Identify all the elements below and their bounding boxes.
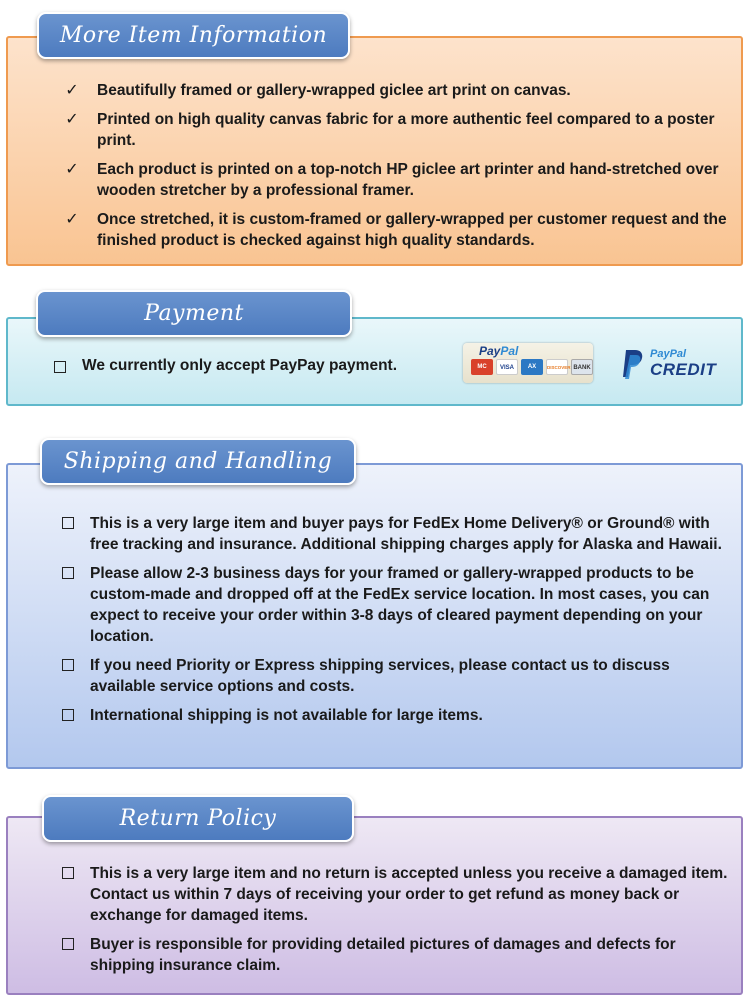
- return-policy-list: [60, 863, 730, 984]
- list-item: Please allow 2-3 business days for your framed or gallery-wrapped products to be custom-made and dropped off at the FedEx service location. In most cases, you can expect to receive your order within 3-8 days of cleared payment depending on your location.: [60, 563, 730, 647]
- return-policy-panel: [6, 816, 743, 995]
- visa-icon: VISA: [496, 359, 518, 375]
- shipping-list: [60, 513, 730, 734]
- checkmark-icon: ✓: [65, 211, 79, 228]
- payment-heading: Payment: [36, 290, 352, 337]
- list-item: ✓ Printed on high quality canvas fabric for a more authentic feel compared to a poster print.: [63, 109, 733, 151]
- payment-item: We currently only accept PayPay payment.: [52, 357, 397, 375]
- list-item: If you need Priority or Express shipping services, please contact us to discuss available service options and costs.: [60, 655, 730, 697]
- paypal-credit-logo: PayPal CREDIT: [622, 346, 717, 386]
- list-item: ✓ Beautifully framed or gallery-wrapped giclee art print on canvas.: [63, 80, 733, 101]
- checkmark-icon: ✓: [65, 111, 79, 128]
- checkmark-icon: ✓: [65, 161, 79, 178]
- checkbox-bullet-icon: [62, 938, 74, 950]
- paypal-p-icon: [622, 348, 644, 380]
- mastercard-icon: MC: [471, 359, 493, 375]
- shipping-heading: Shipping and Handling: [40, 438, 356, 485]
- checkbox-bullet-icon: [62, 867, 74, 879]
- checkbox-bullet-icon: [62, 517, 74, 529]
- discover-icon: DISCOVER: [546, 359, 568, 375]
- list-item: This is a very large item and no return is accepted unless you receive a damaged item. Contact us within 7 days of receiving your order to get refund as money back or exchange for damaged items.: [60, 863, 730, 926]
- item-info-heading: More Item Information: [37, 12, 350, 59]
- checkbox-bullet-icon: [54, 361, 66, 373]
- item-info-panel: [6, 36, 743, 266]
- checkbox-bullet-icon: [62, 567, 74, 579]
- item-info-list: [63, 80, 733, 259]
- list-item: This is a very large item and buyer pays for FedEx Home Delivery® or Ground® with free tracking and insurance. Additional shipping charges apply for Alaska and Hawaii.: [60, 513, 730, 555]
- amex-icon: AX: [521, 359, 543, 375]
- checkmark-icon: ✓: [65, 82, 79, 99]
- paypal-accepted-cards-logo: PayPal MC VISA AX DISCOVER BANK: [463, 343, 593, 383]
- list-item: International shipping is not available for large items.: [60, 705, 730, 726]
- checkbox-bullet-icon: [62, 659, 74, 671]
- shipping-panel: [6, 463, 743, 769]
- list-item: Buyer is responsible for providing detailed pictures of damages and defects for shipping insurance claim.: [60, 934, 730, 976]
- list-item: ✓ Once stretched, it is custom-framed or gallery-wrapped per customer request and the finished product is checked against high quality standards.: [63, 209, 733, 251]
- bank-icon: BANK: [571, 359, 593, 375]
- return-policy-heading: Return Policy: [42, 795, 354, 842]
- checkbox-bullet-icon: [62, 709, 74, 721]
- list-item: ✓ Each product is printed on a top-notch HP giclee art printer and hand-stretched over wooden stretcher by a professional framer.: [63, 159, 733, 201]
